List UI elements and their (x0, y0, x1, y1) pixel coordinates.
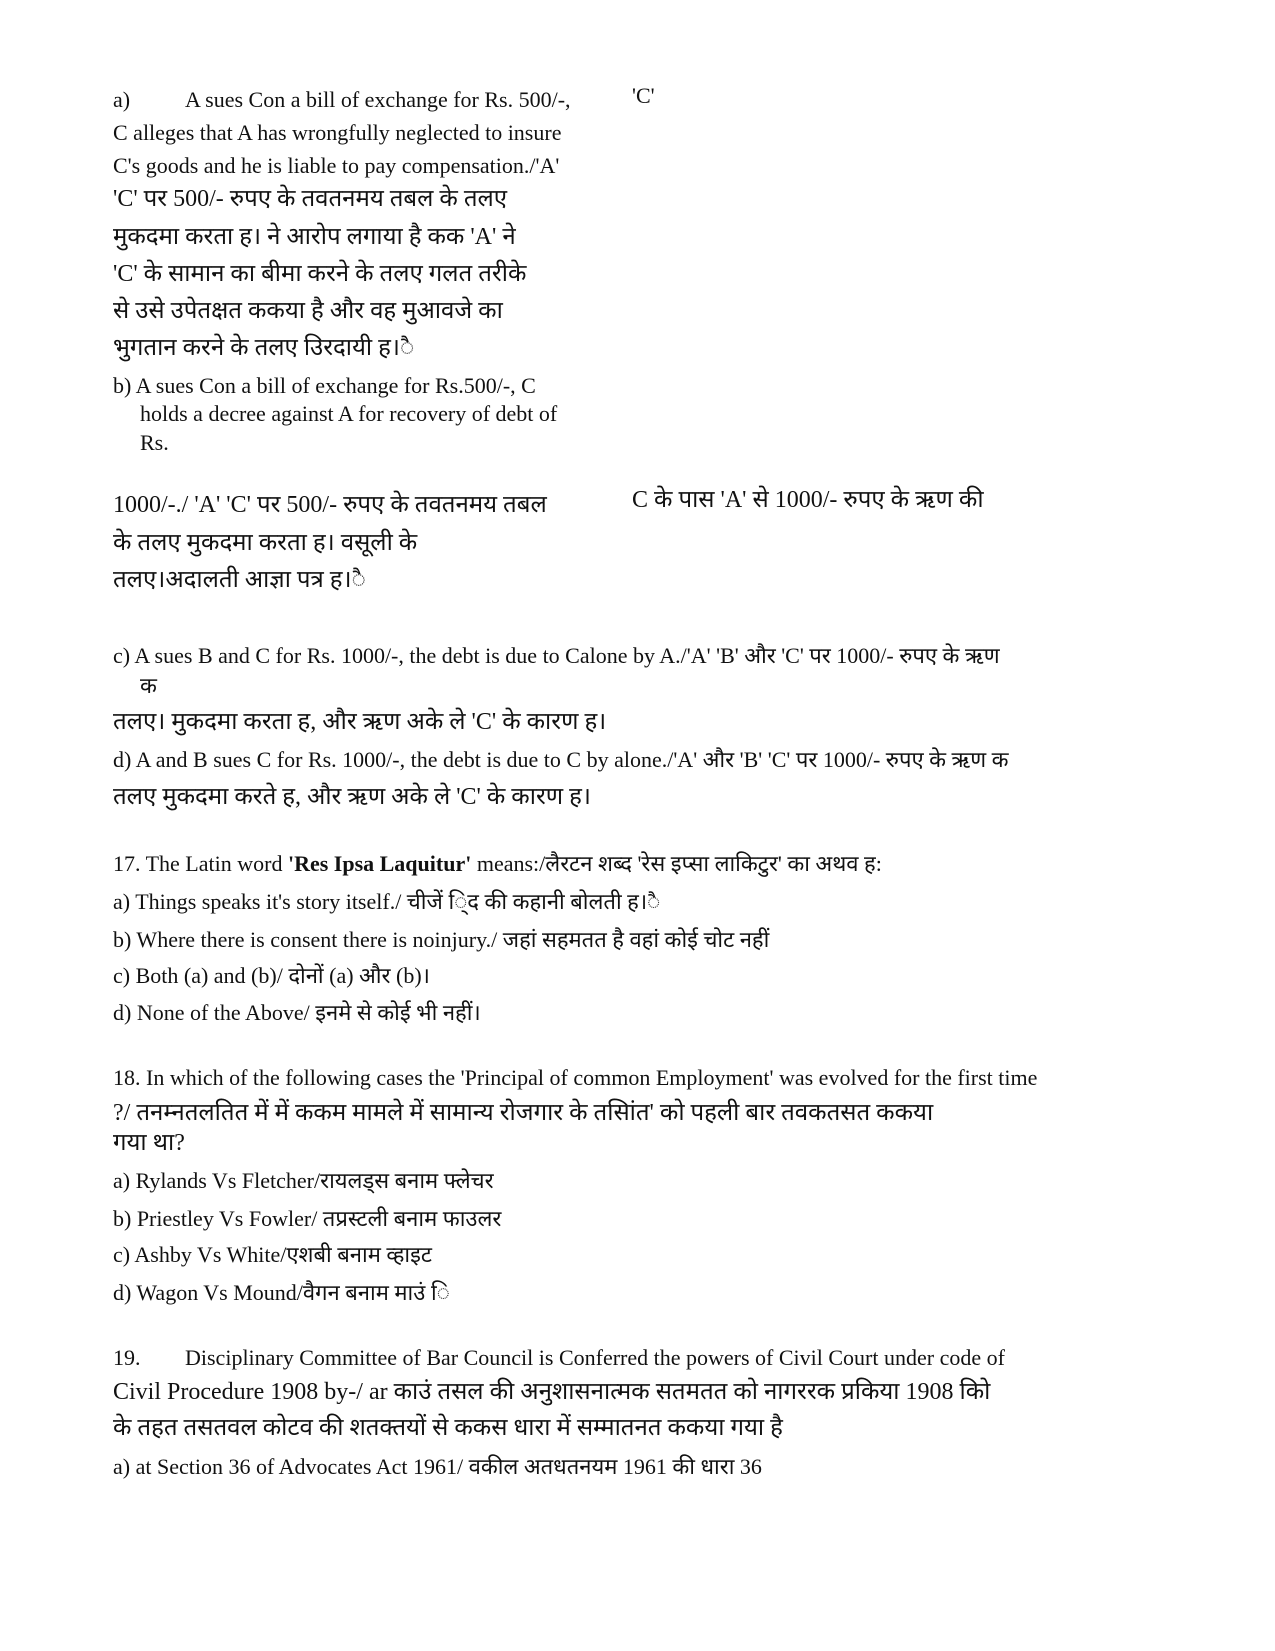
question-17-option-d: d) None of the Above/ इनमे से कोई भी नहीं। (113, 1000, 481, 1025)
option-b-hindi-line3: तलए।अदालती आज्ञा पत्र ह।ै (113, 567, 366, 593)
option-b-text-line2: holds a decree against A for recovery of debt of (140, 401, 558, 426)
option-a-hindi-line4: से उसे उपेतक्षत ककया है और वह मुआवजे का (113, 298, 503, 324)
question-18-option-a: a) Rylands Vs Fletcher/रायलड्स बनाम फ्लेचर (113, 1168, 494, 1193)
option-a-text-line2: C alleges that A has wrongfully neglected to insure (113, 120, 562, 145)
question-18-line1: 18. In which of the following cases the 'Principal of common Employment' was evolved for the first time (113, 1065, 1038, 1090)
question-17-option-a: a) Things speaks it's story itself./ चीजें ि्द की कहानी बोलती ह।ै (113, 889, 661, 914)
option-a-side-text: 'C' (632, 83, 655, 108)
question-18-line2: ?/ तनम्नतलतित में में ककम मामले में सामान्य रोजगार के तसिांत' को पहली बार तवकतसत ककया (113, 1100, 934, 1126)
question-17-term: 'Res Ipsa Laquitur' (287, 851, 472, 876)
question-19-number: 19. (113, 1345, 141, 1370)
option-d-text-line1: d) A and B sues C for Rs. 1000/-, the debt is due to C by alone./'A' और 'B' 'C' पर 1000/- रुपए के ऋण क (113, 747, 1009, 772)
question-17-prefix: 17. The Latin word (113, 851, 288, 876)
question-17-suffix: means:/लैरटन शब्द 'रेस इप्सा लाकिटुर' का अथव ह: (471, 851, 882, 876)
option-c-text-line1: c) A sues B and C for Rs. 1000/-, the debt is due to Calone by A./'A' 'B' और 'C' पर 1000/- रुपए के ऋण (113, 643, 1000, 668)
option-b-text-line3: Rs. (140, 430, 169, 455)
question-18-option-b: b) Priestley Vs Fowler/ तप्रस्टली बनाम फाउलर (113, 1206, 502, 1231)
question-19-line2: Civil Procedure 1908 by-/ ar काउं तसल की अनुशासनात्मक सतमतत को नागररक प्रकिया 1908 किो (113, 1379, 991, 1405)
option-d-hindi-line1: तलए मुकदमा करते ह, और ऋण अके ले 'C' के कारण ह। (113, 784, 591, 810)
question-18-line3: गया था? (113, 1130, 185, 1156)
question-17-text (113, 850, 882, 878)
question-19-line1: Disciplinary Committee of Bar Council is Conferred the powers of Civil Court under code of (185, 1345, 1005, 1370)
option-c-text-line2: क (140, 673, 157, 698)
option-a-text-line1: A sues Con a bill of exchange for Rs. 500/-, (185, 87, 571, 112)
option-b-hindi-line1: 1000/-./ 'A' 'C' पर 500/- रुपए के तवतनमय तबल (113, 492, 547, 518)
option-a-text-line3: C's goods and he is liable to pay compensation./'A' (113, 153, 560, 178)
option-c-hindi-line1: तलए। मुकदमा करता ह, और ऋण अके ले 'C' के कारण ह। (113, 709, 607, 735)
question-18-option-c: c) Ashby Vs White/एशबी बनाम व्हाइट (113, 1242, 432, 1267)
option-a-hindi-line5: भुगतान करने के तलए उिरदायी ह।ै (113, 335, 415, 361)
option-a-hindi-line3: 'C' के सामान का बीमा करने के तलए गलत तरीके (113, 261, 527, 287)
option-a-label: a) (113, 87, 131, 112)
option-a-hindi-line2: मुकदमा करता ह। ने आरोप लगाया है कक 'A' ने (113, 224, 516, 250)
option-b-side-text: C के पास 'A' से 1000/- रुपए के ऋण की (632, 487, 984, 513)
option-b-text-line1: b) A sues Con a bill of exchange for Rs.500/-, C (113, 373, 536, 398)
question-18-option-d: d) Wagon Vs Mound/वैगन बनाम माउं ि (113, 1280, 450, 1305)
question-17-option-b: b) Where there is consent there is noinjury./ जहां सहमतत है वहां कोई चोट नहीं (113, 927, 770, 952)
question-19-option-a: a) at Section 36 of Advocates Act 1961/ वकील अतधतनयम 1961 की धारा 36 (113, 1454, 762, 1479)
option-b-hindi-line2: के तलए मुकदमा करता ह। वसूली के (113, 530, 418, 556)
option-a-hindi-line1: 'C' पर 500/- रुपए के तवतनमय तबल के तलए (113, 186, 508, 212)
question-19-line3: के तहत तसतवल कोटव की शतक्तयों से ककस धारा में सम्मातनत ककया गया है (113, 1415, 783, 1441)
question-17-option-c: c) Both (a) and (b)/ दोनों (a) और (b)। (113, 963, 431, 988)
